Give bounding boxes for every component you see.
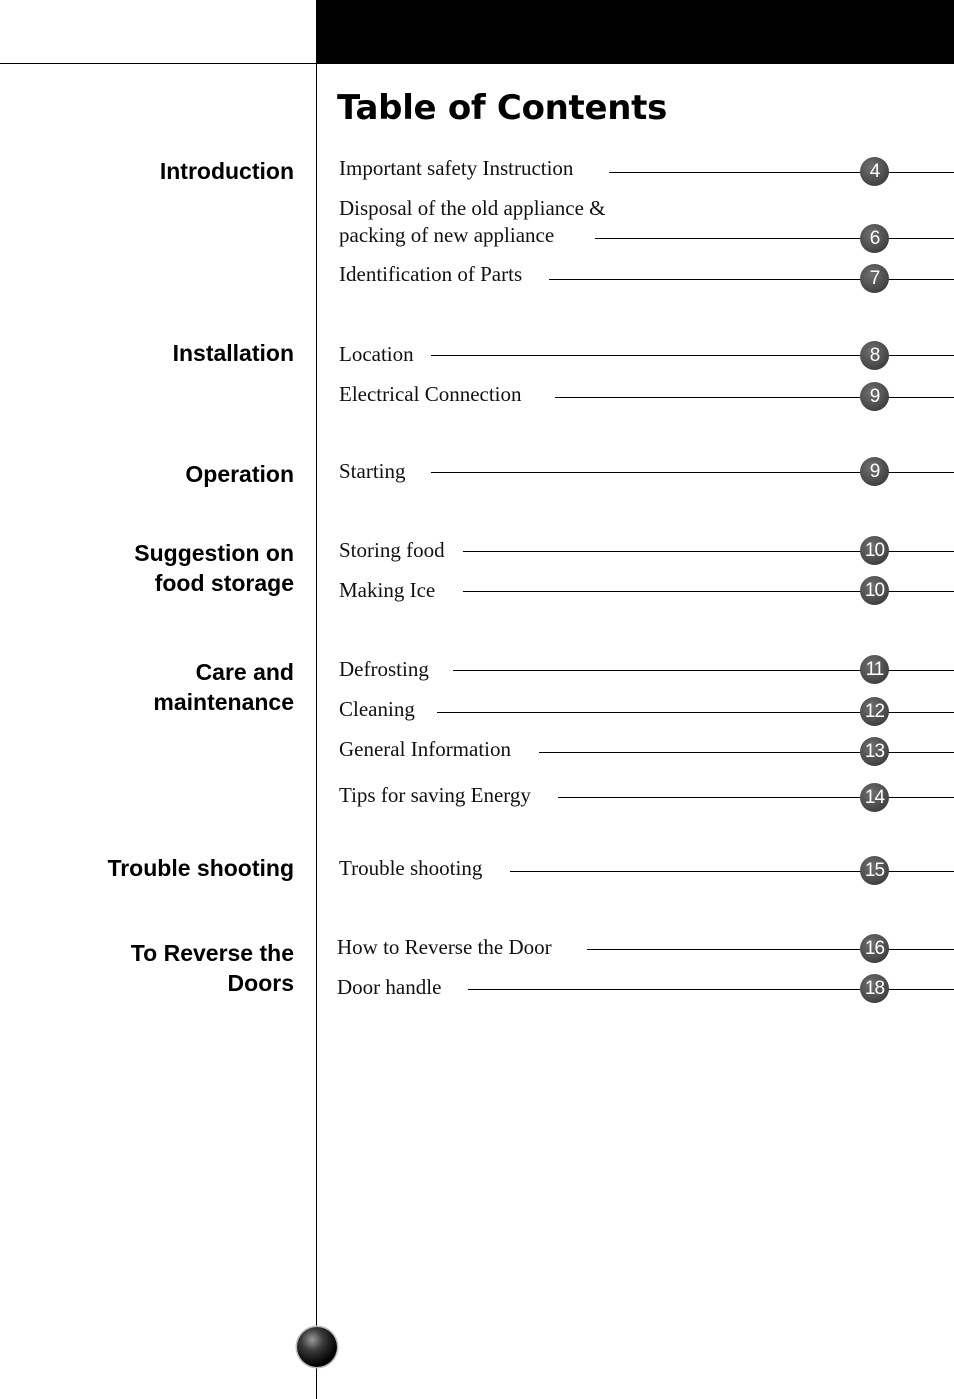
leader-line — [555, 397, 954, 398]
header-black-bar — [317, 0, 954, 64]
toc-entry-cleaning[interactable]: Cleaning — [339, 697, 415, 721]
page-number-badge[interactable]: 9 — [860, 382, 889, 411]
page-number-badge[interactable]: 10 — [860, 576, 889, 605]
toc-entry-disposal[interactable]: Disposal of the old appliance & packing of new appliance — [339, 196, 606, 247]
page-number-badge[interactable]: 12 — [860, 697, 889, 726]
leader-line — [609, 172, 954, 173]
section-heading-reverse-doors: To Reverse the Doors — [130, 940, 294, 996]
toc-entry-identification-of-parts[interactable]: Identification of Parts — [339, 262, 523, 286]
section-heading-trouble-shooting: Trouble shooting — [107, 855, 294, 881]
page-number-badge[interactable]: 9 — [860, 457, 889, 486]
section-heading-care-maintenance: Care and maintenance — [153, 659, 294, 715]
page-number-badge[interactable]: 15 — [860, 856, 889, 885]
toc-entry-defrosting[interactable]: Defrosting — [339, 657, 429, 681]
section-heading-introduction: Introduction — [159, 158, 294, 184]
toc-entry-reverse-door[interactable]: How to Reverse the Door — [337, 935, 552, 959]
toc-entry-general-information[interactable]: General Information — [339, 737, 512, 761]
page-number-badge[interactable]: 18 — [860, 974, 889, 1003]
toc-entry-door-handle[interactable]: Door handle — [337, 975, 442, 999]
page-marker-ball-icon — [297, 1327, 337, 1367]
toc-entry-making-ice[interactable]: Making Ice — [339, 578, 436, 602]
toc-entry-safety-instruction[interactable]: Important safety Instruction — [339, 156, 574, 180]
toc-entry-saving-energy[interactable]: Tips for saving Energy — [339, 783, 531, 807]
toc-entry-storing-food[interactable]: Storing food — [339, 538, 445, 562]
page-title: Table of Contents — [337, 88, 668, 128]
page-number-badge[interactable]: 10 — [860, 536, 889, 565]
leader-line — [558, 797, 954, 798]
section-heading-food-storage: Suggestion on food storage — [134, 540, 294, 596]
leader-line — [549, 279, 954, 280]
page-number-badge[interactable]: 4 — [860, 157, 889, 186]
page-number-badge[interactable]: 7 — [860, 264, 889, 293]
leader-line — [587, 949, 954, 950]
toc-entry-trouble-shooting[interactable]: Trouble shooting — [339, 856, 483, 880]
page-number-badge[interactable]: 6 — [860, 224, 889, 253]
page-number-badge[interactable]: 11 — [860, 655, 889, 684]
page-number-badge[interactable]: 16 — [860, 934, 889, 963]
page-number-badge[interactable]: 14 — [860, 783, 889, 812]
header-rule — [0, 63, 317, 64]
leader-line — [595, 238, 954, 239]
leader-line — [539, 752, 954, 753]
toc-entry-starting[interactable]: Starting — [339, 459, 406, 483]
column-divider — [316, 0, 317, 1399]
section-heading-operation: Operation — [185, 461, 294, 487]
page-number-badge[interactable]: 13 — [860, 737, 889, 766]
toc-entry-location[interactable]: Location — [339, 342, 414, 366]
toc-entry-electrical-connection[interactable]: Electrical Connection — [339, 382, 522, 406]
page-number-badge[interactable]: 8 — [860, 341, 889, 370]
section-heading-installation: Installation — [172, 340, 294, 366]
